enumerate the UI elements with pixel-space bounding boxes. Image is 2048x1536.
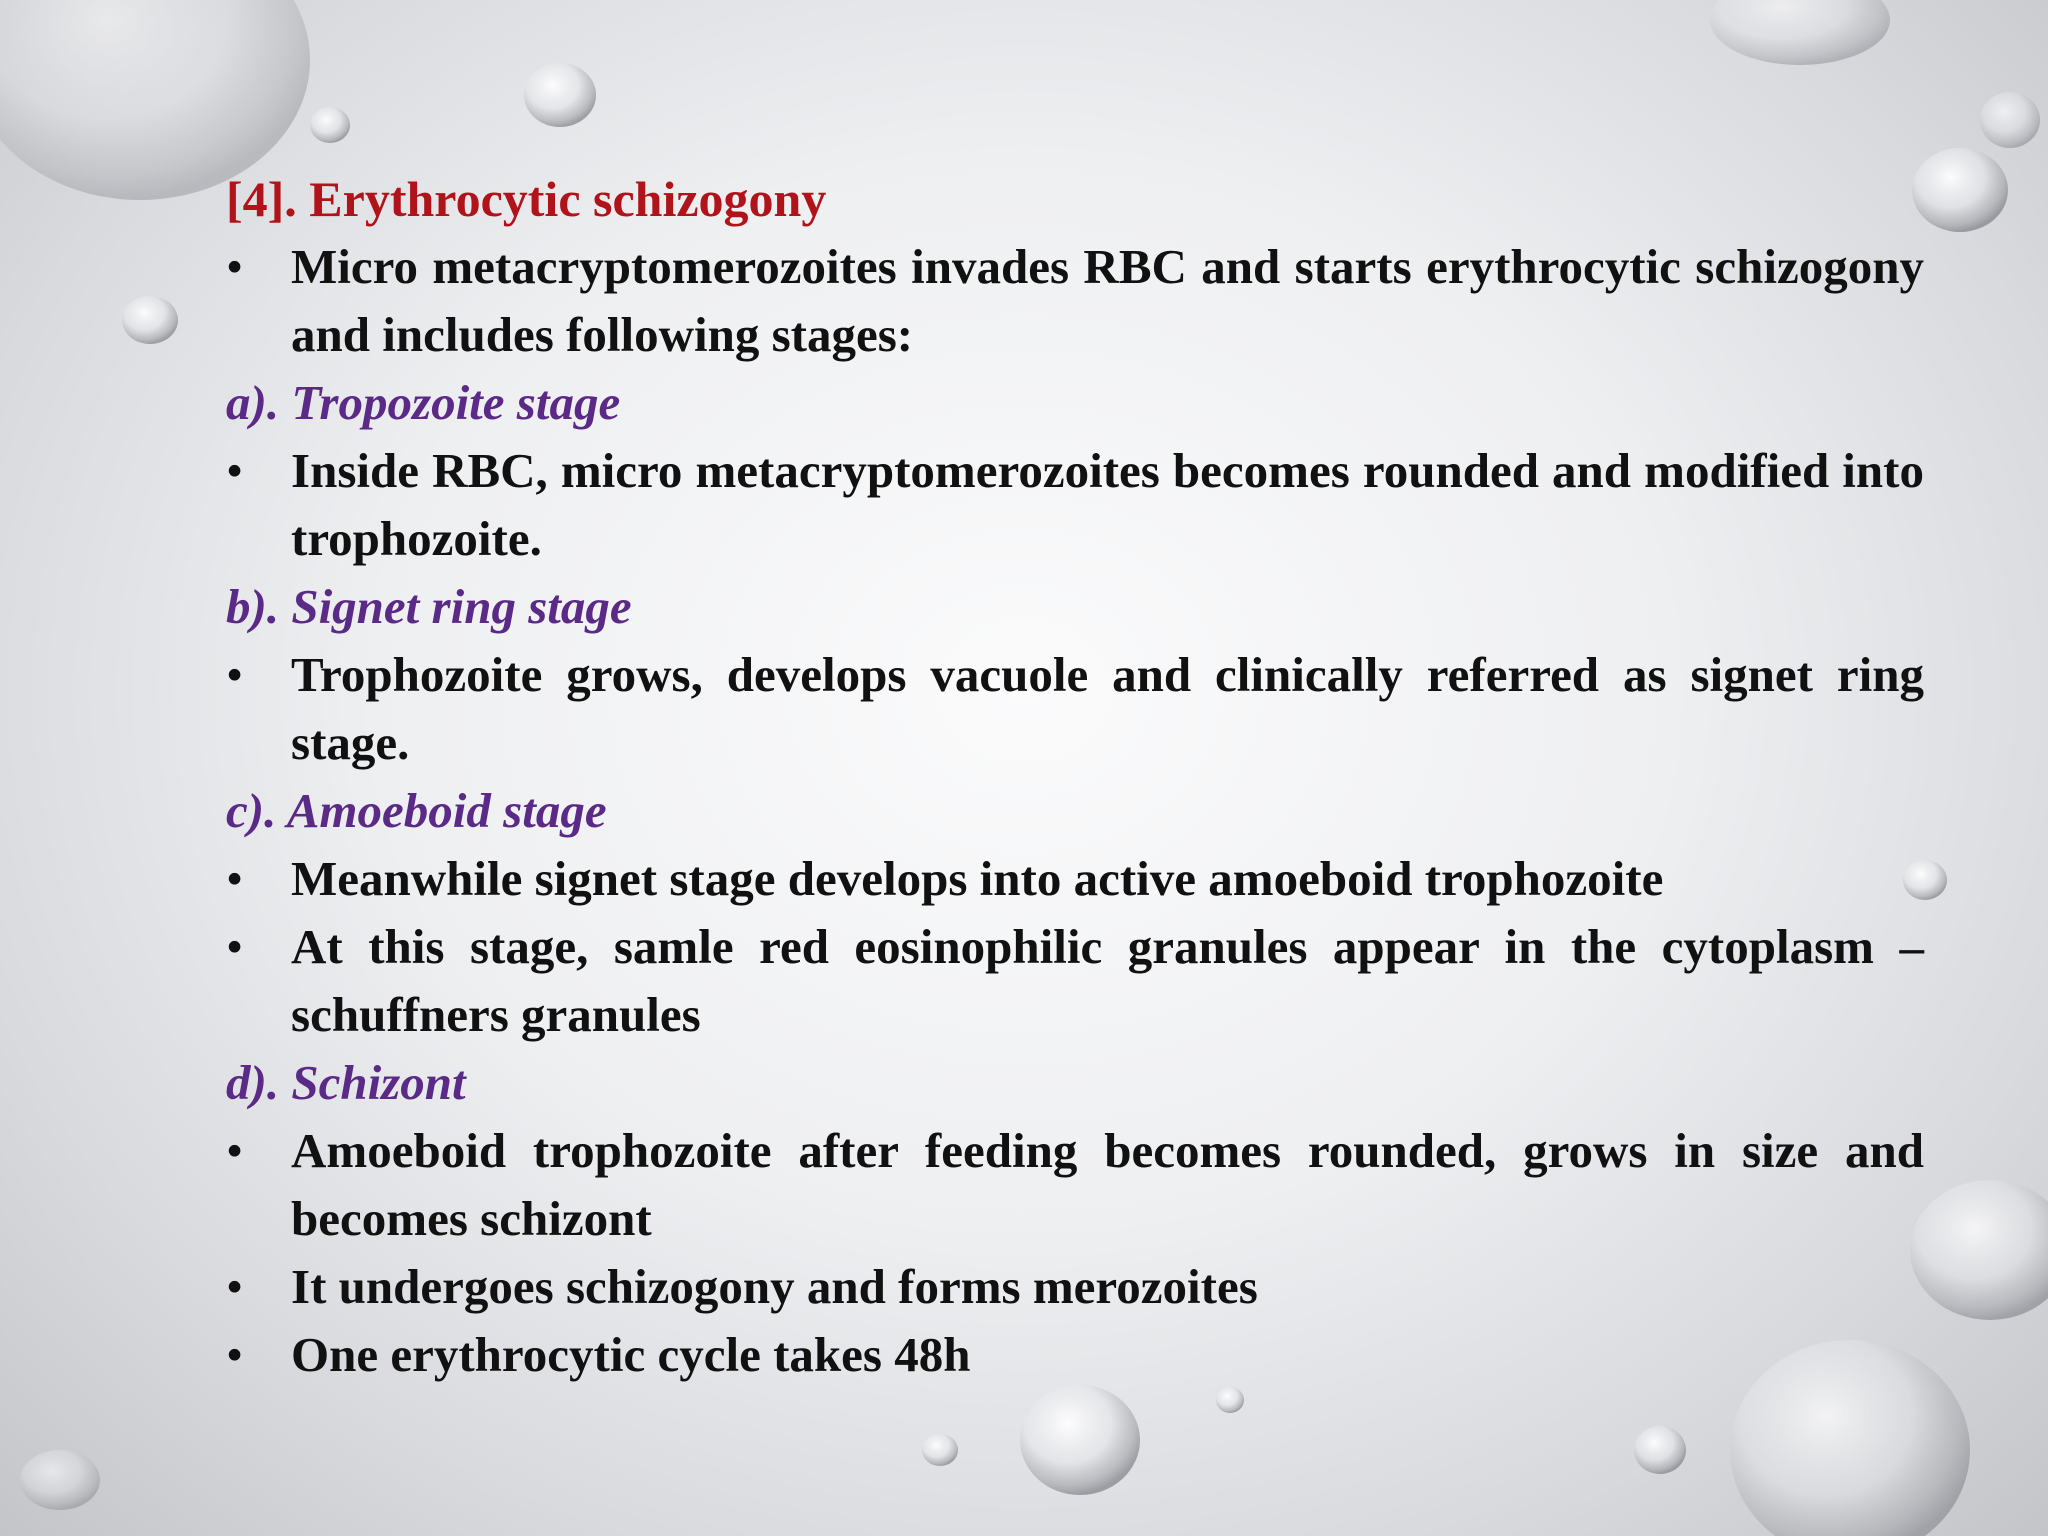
section-heading-signet-ring: b). Signet ring stage [226, 579, 632, 634]
list-item: • Meanwhile signet stage develops into active amoeboid trophozoite [226, 845, 1924, 913]
bullet-marker: • [226, 1327, 244, 1382]
section-heading-amoeboid: c). Amoeboid stage [226, 783, 607, 838]
section-heading-tropozoite: a). Tropozoite stage [226, 375, 621, 430]
slide-content [226, 165, 1926, 1389]
list-item: • Inside RBC, micro metacryptomerozoites becomes rounded and modified into trophozoite. [226, 437, 1924, 573]
bullet-marker: • [226, 443, 244, 498]
list-item: • Amoeboid trophozoite after feeding becomes rounded, grows in size and becomes schizont [226, 1117, 1924, 1253]
bullet-marker: • [226, 919, 244, 974]
list-item: • It undergoes schizogony and forms merozoites [226, 1253, 1924, 1321]
bullet-marker: • [226, 1259, 244, 1314]
section-heading-schizont: d). Schizont [226, 1055, 466, 1110]
bullet-marker: • [226, 851, 244, 906]
bullet-marker: • [226, 239, 244, 294]
list-item: • At this stage, samle red eosinophilic granules appear in the cytoplasm –schuffners granules [226, 913, 1924, 1049]
bullet-marker: • [226, 647, 244, 702]
list-item: • One erythrocytic cycle takes 48h [226, 1321, 1924, 1389]
slide-title: [4]. Erythrocytic schizogony [226, 171, 827, 227]
bullet-marker: • [226, 1123, 244, 1178]
intro-bullet: • Micro metacryptomerozoites invades RBC and starts erythrocytic schizogony and includes following stages: [226, 233, 1924, 369]
list-item: • Trophozoite grows, develops vacuole and clinically referred as signet ring stage. [226, 641, 1924, 777]
